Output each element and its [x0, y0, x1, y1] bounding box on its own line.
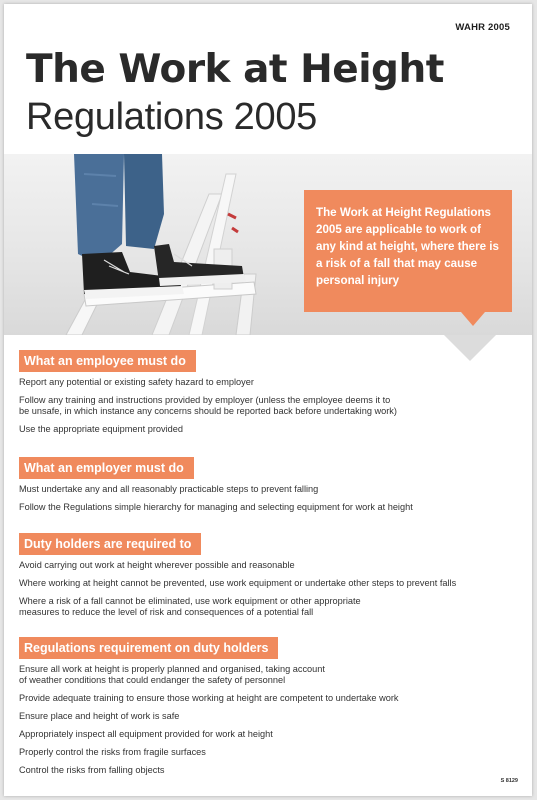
- section-heading: Regulations requirement on duty holders: [19, 637, 278, 659]
- section-heading: Duty holders are required to: [19, 533, 201, 555]
- list-item: Ensure all work at height is properly planned and organised, taking account of weather conditions that could endanger the safety of personnel: [19, 664, 325, 685]
- callout-pointer: [461, 312, 485, 326]
- list-item: Follow any training and instructions provided by employer (unless the employee deems it to be unsafe, in which instance any concerns should be reported back before undertaking work): [19, 395, 397, 416]
- page-title: The Work at Height: [26, 47, 444, 92]
- callout-text: The Work at Height Regulations 2005 are applicable to work of any kind at height, where there is a risk of a fall that may cause personal injury: [316, 206, 499, 287]
- section-regulations-requirement: [19, 637, 519, 783]
- list-item: Must undertake any and all reasonably practicable steps to prevent falling: [19, 484, 319, 494]
- list-item: Where a risk of a fall cannot be eliminated, use work equipment or other appropriate measures to reduce the level of risk and consequences of a potential fall: [19, 596, 361, 617]
- list-item: Appropriately inspect all equipment provided for work at height: [19, 729, 273, 739]
- list-item: Use the appropriate equipment provided: [19, 424, 183, 434]
- section-employer: [19, 457, 519, 520]
- list-item: Report any potential or existing safety hazard to employer: [19, 377, 254, 387]
- document-code: WAHR 2005: [455, 22, 510, 33]
- footer-code: S 8129: [500, 778, 518, 784]
- list-item: Avoid carrying out work at height wherever possible and reasonable: [19, 560, 295, 570]
- list-item: Where working at height cannot be prevented, use work equipment or undertake other steps to prevent falls: [19, 578, 457, 588]
- list-item: Ensure place and height of work is safe: [19, 711, 180, 721]
- section-duty-holders: [19, 533, 519, 625]
- list-item: Follow the Regulations simple hierarchy for managing and selecting equipment for work at height: [19, 502, 413, 512]
- list-item: Control the risks from falling objects: [19, 765, 165, 775]
- list-item: Provide adequate training to ensure those working at height are competent to undertake work: [19, 693, 399, 703]
- list-item: Properly control the risks from fragile surfaces: [19, 747, 206, 757]
- section-heading: What an employee must do: [19, 350, 196, 372]
- section-heading: What an employer must do: [19, 457, 194, 479]
- section-employee: [19, 350, 519, 442]
- info-callout: [304, 190, 512, 312]
- page-subtitle: Regulations 2005: [26, 96, 317, 138]
- poster: [4, 4, 532, 796]
